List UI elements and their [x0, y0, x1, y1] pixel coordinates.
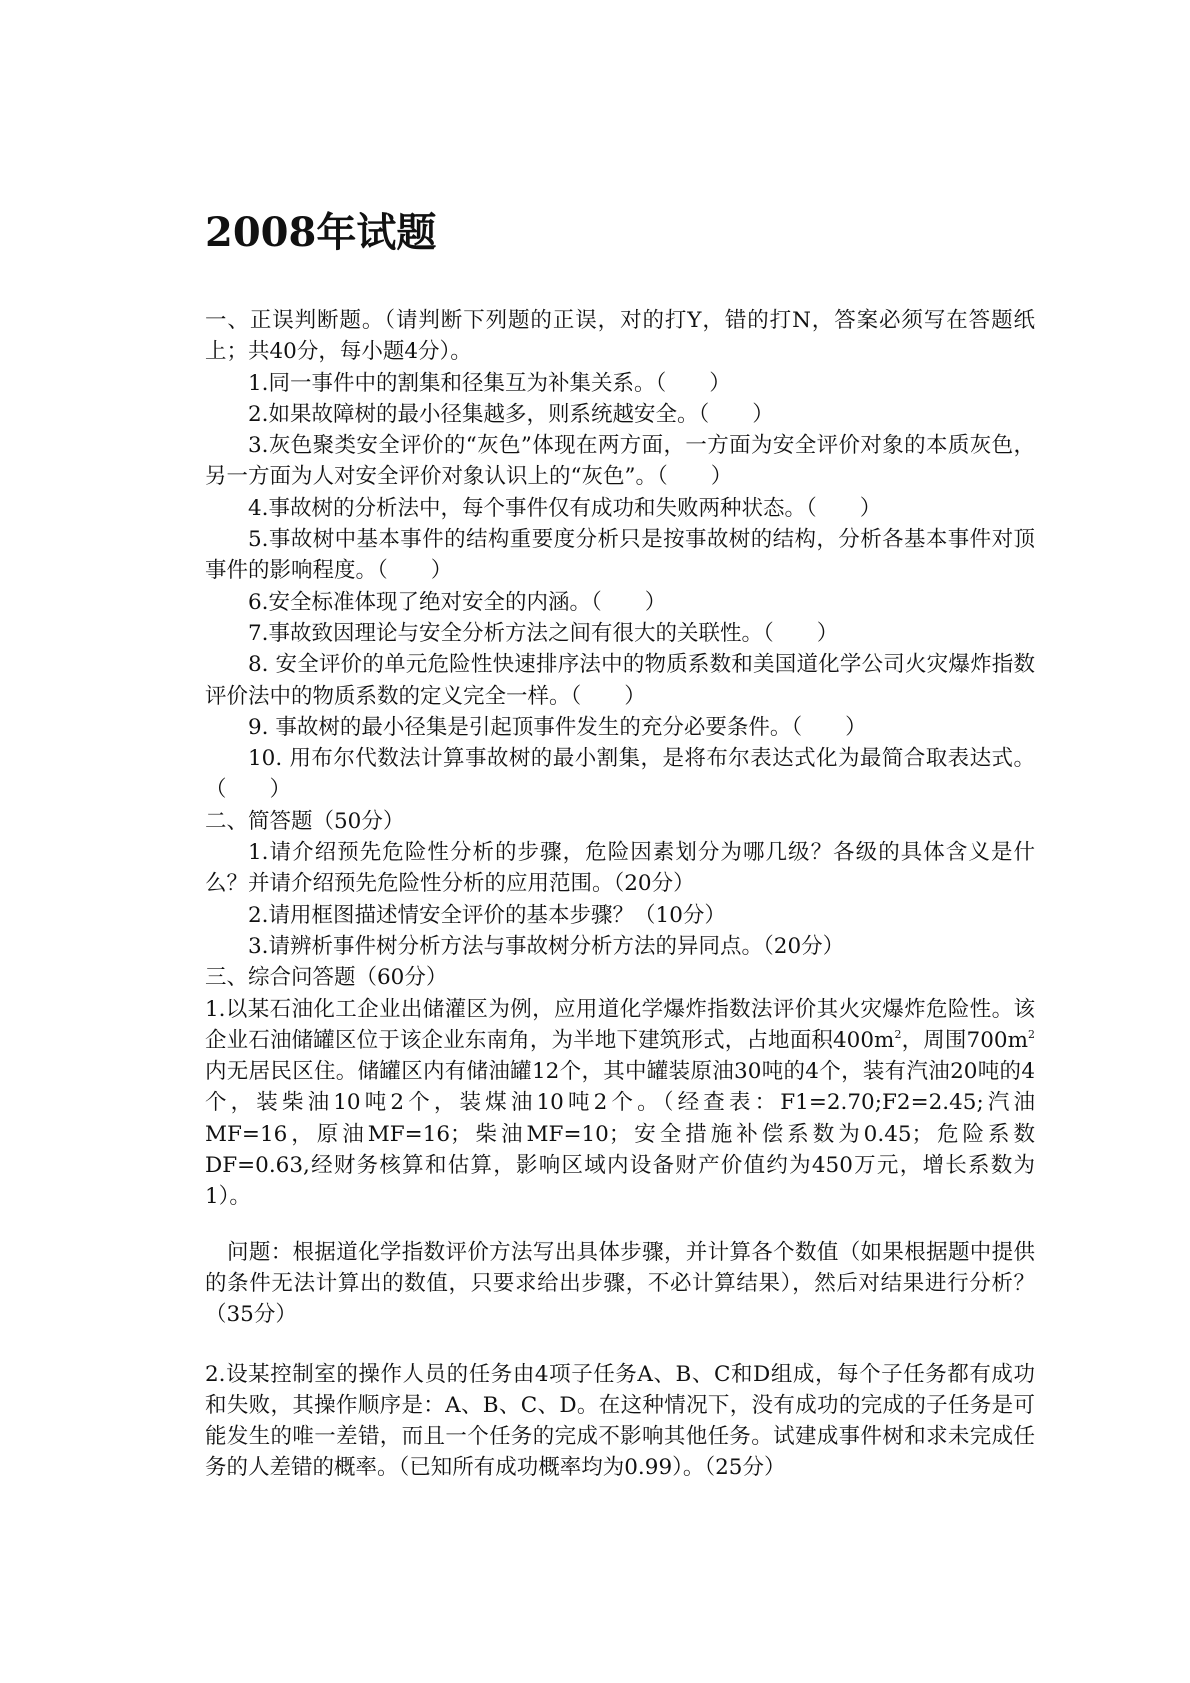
q1-text-c: 内无居民区住。储罐区内有储油罐12个，其中罐装原油30吨的4个，装有汽油20吨的4个，装柴油10吨2个，装煤油10吨2个。（经查表：F1=2.70;F2=2.45;汽油MF=16，原油MF=16；柴油MF=10；安全措施补偿系数为0.45；危险系数DF=0.63,经财务核算和估算，影响区域内设备财产价值约为450万元，增长系数为1）。: [205, 1059, 1035, 1210]
section1-item-1: 1.同一事件中的割集和径集互为补集关系。（ ）: [248, 370, 731, 396]
section1-heading: 一、正误判断题。（请判断下列题的正误，对的打Y，错的打N，答案必须写在答题纸上；共40分，每小题4分）。: [205, 308, 1035, 365]
section1-item-7: 7.事故致因理论与安全分析方法之间有很大的关联性。（ ）: [248, 620, 839, 646]
section2-item-1: 1.请介绍预先危险性分析的步骤，危险因素划分为哪几级？各级的具体含义是什么？并请介绍预先危险性分析的应用范围。（20分）: [205, 840, 1035, 897]
section1-item-4: 4.事故树的分析法中，每个事件仅有成功和失败两种状态。（ ）: [248, 495, 882, 521]
section1-item-10: 10. 用布尔代数法计算事故树的最小割集，是将布尔表达式化为最简合取表达式。（ ）: [205, 746, 1035, 803]
q1-superscript-b: 2: [1027, 1027, 1035, 1041]
section1-item-5: 5.事故树中基本事件的结构重要度分析只是按事故树的结构，分析各基本事件对顶事件的影响程度。（ ）: [205, 527, 1035, 584]
section1-item-3: 3.灰色聚类安全评价的“灰色”体现在两方面，一方面为安全评价对象的本质灰色，另一方面为人对安全评价对象认识上的“灰色”。（ ）: [205, 433, 1035, 490]
page-title: 2008年试题: [205, 209, 437, 256]
section3-question-1: [205, 994, 1035, 1213]
section2-item-3: 3.请辨析事件树分析方法与事故树分析方法的异同点。（20分）: [248, 933, 845, 959]
section3-heading: 三、综合问答题（60分）: [205, 965, 448, 991]
q1-text-b: ，周围700m: [901, 1027, 1028, 1053]
section1-item-6: 6.安全标准体现了绝对安全的内涵。（ ）: [248, 589, 667, 615]
section3-question-1-prompt: 问题：根据道化学指数评价方法写出具体步骤，并计算各个数值（如果根据题中提供的条件无法计算出的数值，只要求给出步骤，不必计算结果），然后对结果进行分析？（35分）: [205, 1239, 1035, 1328]
section2-item-2: 2.请用框图描述情安全评价的基本步骤？（10分）: [248, 902, 726, 928]
section2-heading: 二、简答题（50分）: [205, 808, 405, 834]
spacer: [205, 1213, 1035, 1237]
section1-item-8: 8. 安全评价的单元危险性快速排序法中的物质系数和美国道化学公司火灾爆炸指数评价法中的物质系数的定义完全一样。（ ）: [205, 652, 1035, 709]
spacer: [205, 1331, 1035, 1359]
q1-superscript-a: 2: [894, 1027, 902, 1041]
section1-item-9: 9. 事故树的最小径集是引起顶事件发生的充分必要条件。（ ）: [248, 714, 867, 740]
document-body: [205, 305, 1035, 1484]
section1-item-2: 2.如果故障树的最小径集越多，则系统越安全。（ ）: [248, 401, 774, 427]
q1-text-a: 1.以某石油化工企业出储灌区为例，应用道化学爆炸指数法评价其火灾爆炸危险性。该企业石油储罐区位于该企业东南角，为半地下建筑形式，占地面积400m: [205, 996, 1035, 1053]
section3-question-2: 2.设某控制室的操作人员的任务由4项子任务A、B、C和D组成，每个子任务都有成功和失败，其操作顺序是：A、B、C、D。在这种情况下，没有成功的完成的子任务是可能发生的唯一差错，而且一个任务的完成不影响其他任务。试建成事件树和求未完成任务的人差错的概率。（已知所有成功概率均为0.99）。（25分）: [205, 1361, 1035, 1481]
